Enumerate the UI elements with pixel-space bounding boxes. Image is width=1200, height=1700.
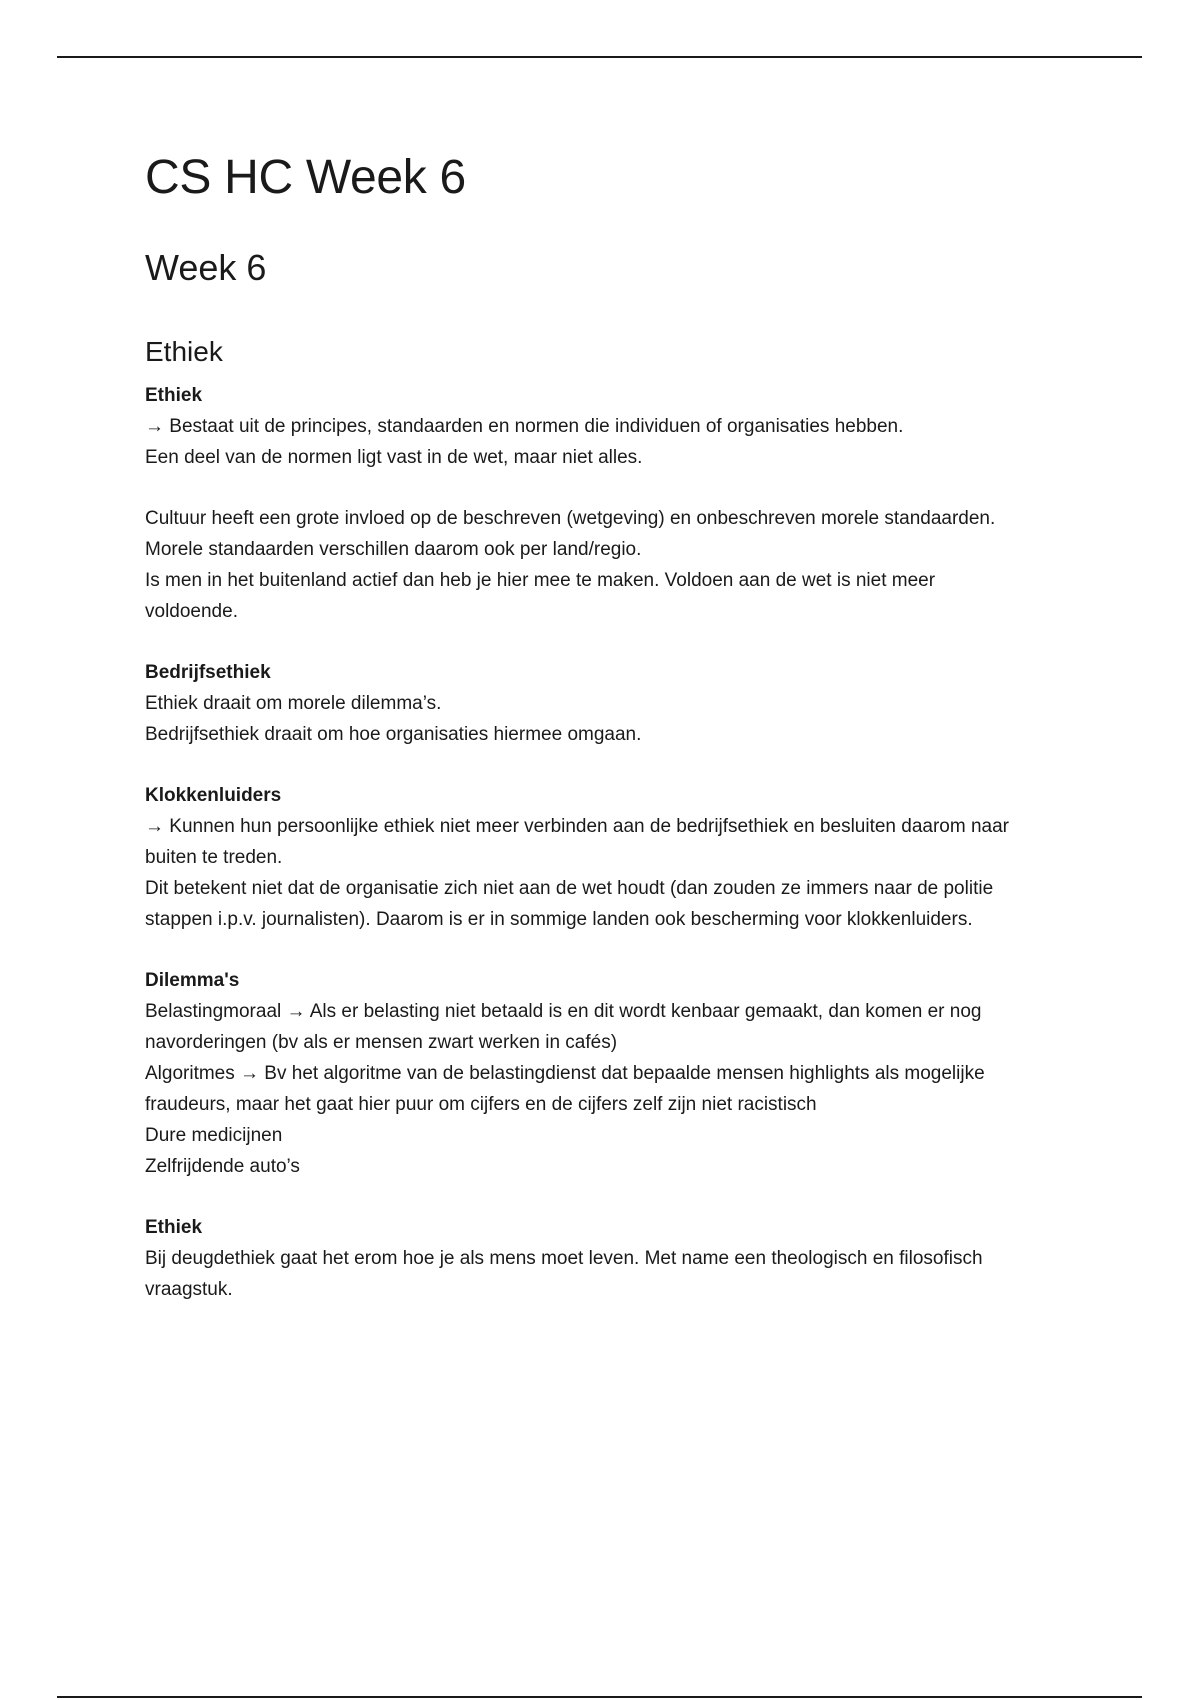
paragraph-line: Zelfrijdende auto’s bbox=[145, 1156, 300, 1177]
paragraph-line: Morele standaarden verschillen daarom ook per land/regio. bbox=[145, 539, 642, 560]
block-bedrijfsethiek bbox=[145, 657, 1085, 750]
paragraph-line: Dure medicijnen bbox=[145, 1125, 283, 1146]
week-heading: Week 6 bbox=[145, 247, 267, 288]
paragraph-line: vraagstuk. bbox=[145, 1279, 233, 1300]
block-heading: Dilemma's bbox=[145, 970, 240, 991]
block-ethiek bbox=[145, 380, 1085, 473]
paragraph-line: Belastingmoraal → Als er belasting niet betaald is en dit wordt kenbaar gemaakt, dan komen er nog bbox=[145, 1001, 982, 1022]
paragraph-line: buiten te treden. bbox=[145, 847, 283, 868]
paragraph-line: voldoende. bbox=[145, 601, 238, 622]
document-body bbox=[145, 148, 1085, 1305]
block-deugdethiek bbox=[145, 1212, 1085, 1305]
paragraph-line: stappen i.p.v. journalisten). Daarom is er in sommige landen ook bescherming voor klokkenluiders. bbox=[145, 909, 973, 930]
paragraph-line: Algoritmes → Bv het algoritme van de belastingdienst dat bepaalde mensen highlights als mogelijke bbox=[145, 1063, 985, 1084]
block-cultuur bbox=[145, 503, 1085, 627]
paragraph-line: Is men in het buitenland actief dan heb je hier mee te maken. Voldoen aan de wet is niet meer bbox=[145, 570, 936, 591]
paragraph-line: → Bestaat uit de principes, standaarden en normen die individuen of organisaties hebben. bbox=[145, 416, 904, 437]
paragraph-line: Cultuur heeft een grote invloed op de beschreven (wetgeving) en onbeschreven morele standaarden. bbox=[145, 508, 996, 529]
paragraph-line: fraudeurs, maar het gaat hier puur om cijfers en de cijfers zelf zijn niet racistisch bbox=[145, 1094, 817, 1115]
block-dilemmas bbox=[145, 965, 1085, 1182]
paragraph-line: Een deel van de normen ligt vast in de wet, maar niet alles. bbox=[145, 447, 643, 468]
document-title: CS HC Week 6 bbox=[145, 151, 466, 204]
block-heading: Ethiek bbox=[145, 1217, 203, 1238]
top-rule bbox=[57, 56, 1142, 58]
block-heading: Ethiek bbox=[145, 385, 203, 406]
paragraph-line: navorderingen (bv als er mensen zwart werken in cafés) bbox=[145, 1032, 618, 1053]
paragraph-line: Bij deugdethiek gaat het erom hoe je als mens moet leven. Met name een theologisch en filosofisch bbox=[145, 1248, 983, 1269]
block-heading: Klokkenluiders bbox=[145, 785, 282, 806]
block-heading: Bedrijfsethiek bbox=[145, 662, 271, 683]
paragraph-line: Dit betekent niet dat de organisatie zich niet aan de wet houdt (dan zouden ze immers naar de politie bbox=[145, 878, 994, 899]
section-heading: Ethiek bbox=[145, 336, 223, 367]
paragraph-line: Ethiek draait om morele dilemma’s. bbox=[145, 693, 442, 714]
bottom-rule bbox=[57, 1696, 1142, 1698]
block-klokkenluiders bbox=[145, 780, 1085, 935]
paragraph-line: → Kunnen hun persoonlijke ethiek niet meer verbinden aan de bedrijfsethiek en besluiten daarom naar bbox=[145, 816, 1009, 837]
paragraph-line: Bedrijfsethiek draait om hoe organisaties hiermee omgaan. bbox=[145, 724, 642, 745]
